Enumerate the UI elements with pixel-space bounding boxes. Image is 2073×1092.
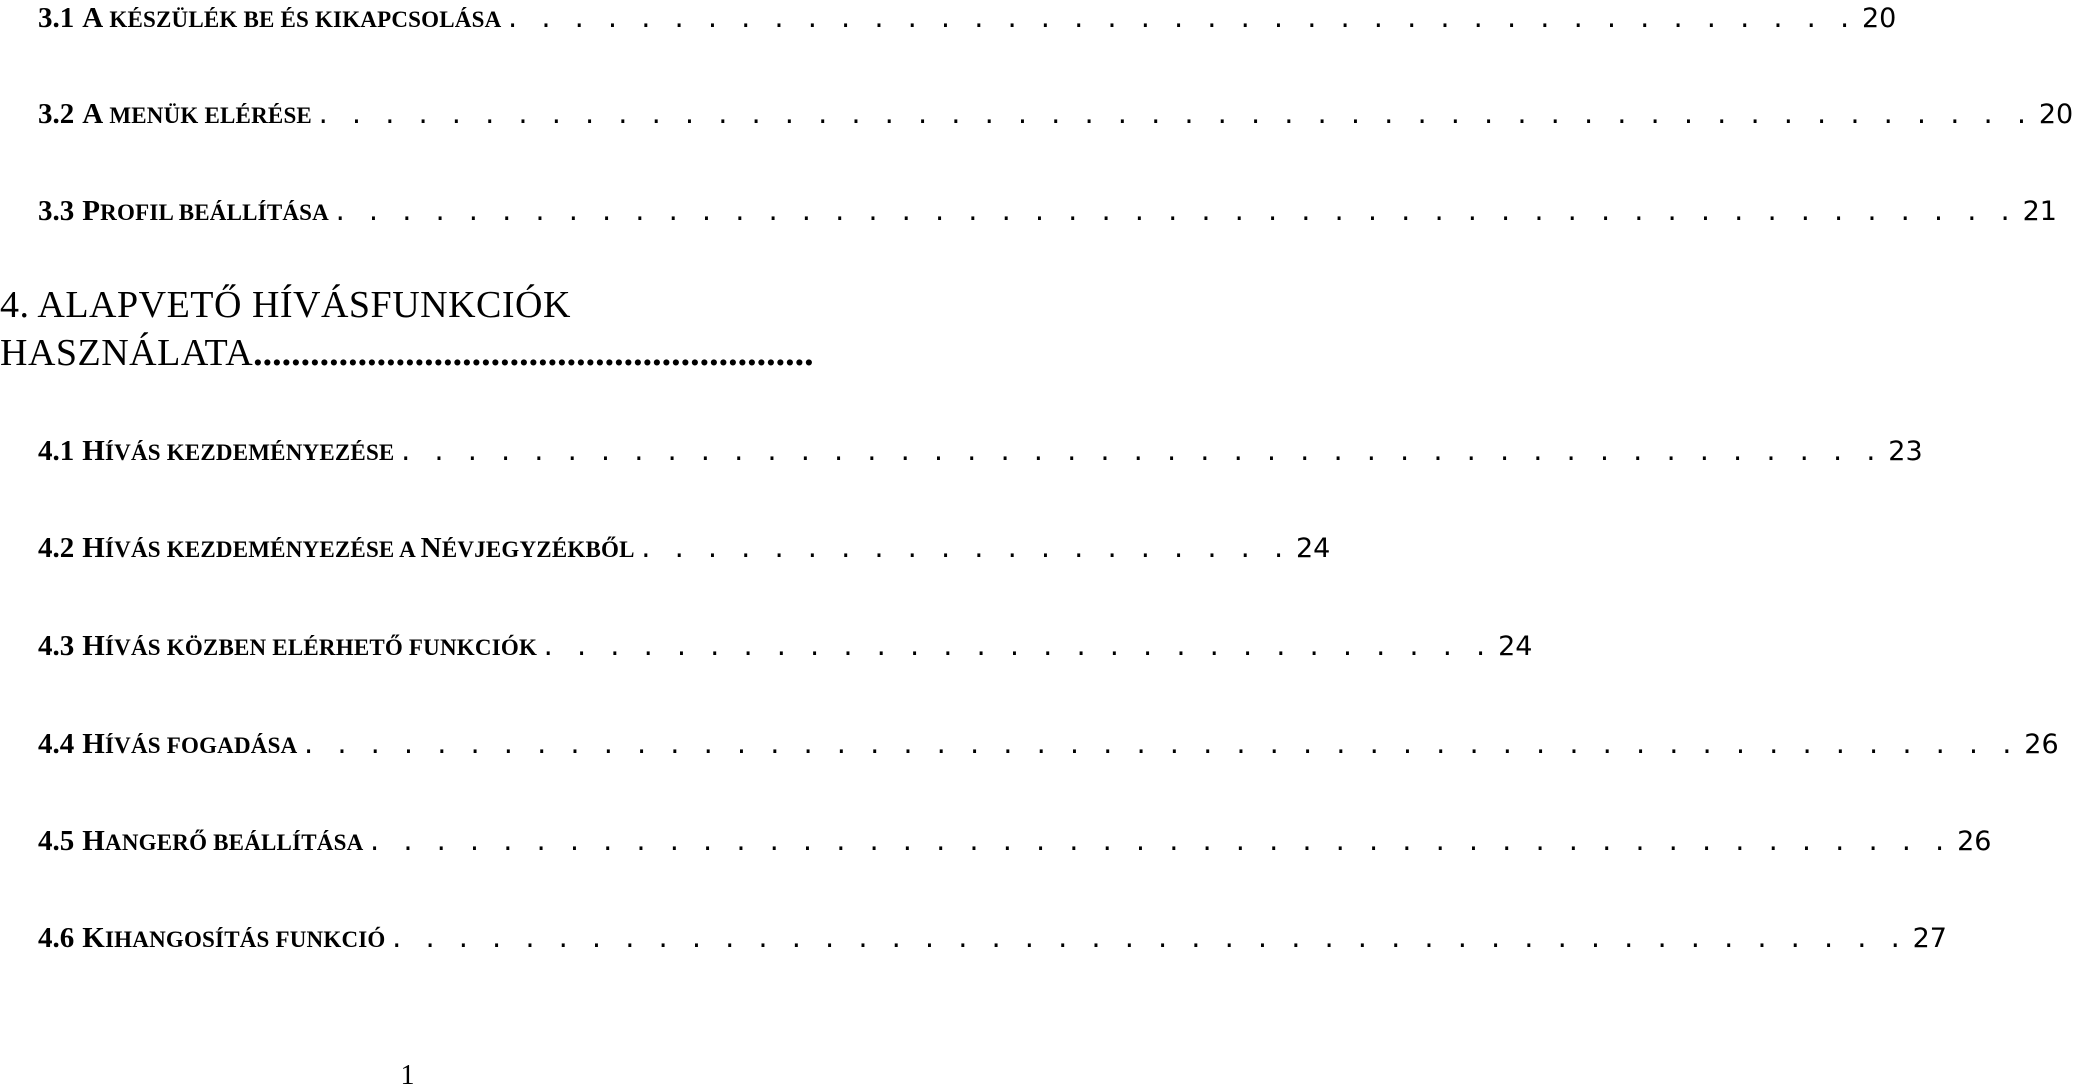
toc-dot-leader: . . . . . . . . . . . . . . . . . . . . . . . . . . . . . . . . . . . . . . . . . . . . . xyxy=(398,438,1881,466)
toc-entry-number: 4.6 xyxy=(38,922,75,954)
toc-page-number: 24 xyxy=(1295,533,1331,564)
toc-entry-4-2[interactable] xyxy=(38,532,1331,565)
toc-dot-leader: . . . . . . . . . . . . . . . . . . . . . . . . . . . . . . . . . . . . . . . . . . . . . . . . . . . . xyxy=(301,731,2017,759)
toc-chapter-title-line1: 4. ALAPVETŐ HÍVÁSFUNKCIÓK xyxy=(0,284,571,326)
toc-entry-number: 4.2 xyxy=(38,532,75,564)
toc-entry-3-2[interactable] xyxy=(38,98,2073,131)
toc-page-number: 26 xyxy=(2024,729,2059,760)
toc-dot-leader: ........................................................... xyxy=(253,332,814,374)
toc-entry-title: PROFIL BEÁLLÍTÁSA xyxy=(82,195,329,227)
toc-dot-leader: . . . . . . . . . . . . . . . . . . . . xyxy=(638,535,1288,563)
toc-dot-leader: . . . . . . . . . . . . . . . . . . . . . . . . . . . . . . . . . . . . . . . . . . . . . . . . . . . . xyxy=(315,101,2031,129)
toc-page-number: 21 xyxy=(2022,196,2057,227)
toc-entry-number: 4.3 xyxy=(38,630,75,662)
toc-entry-title: HÍVÁS KEZDEMÉNYEZÉSE A NÉVJEGYZÉKBŐL xyxy=(82,532,635,564)
toc-entry-4-1[interactable] xyxy=(38,435,1923,468)
toc-dot-leader: . . . . . . . . . . . . . . . . . . . . . . . . . . . . . . . . . . . . . . . . . xyxy=(505,5,1854,33)
toc-entry-number: 3.3 xyxy=(38,195,75,227)
toc-entry-4-3[interactable] xyxy=(38,630,1533,663)
toc-dot-leader: . . . . . . . . . . . . . . . . . . . . . . . . . . . . . . . . . . . . . . . . . . . . . . . . xyxy=(367,828,1950,856)
toc-chapter-4[interactable] xyxy=(0,283,960,375)
toc-page-number: 23 xyxy=(1888,436,1923,467)
toc-page-number: 27 xyxy=(1912,923,1947,954)
toc-entry-title: KIHANGOSÍTÁS FUNKCIÓ xyxy=(82,922,386,954)
toc-entry-number: 3.1 xyxy=(38,2,75,34)
toc-entry-4-5[interactable] xyxy=(38,825,1992,858)
toc-page-number: 20 xyxy=(2038,99,2073,130)
toc-entry-title: HANGERŐ BEÁLLÍTÁSA xyxy=(82,825,364,857)
page-number: 1 xyxy=(400,1060,415,1091)
toc-page-number: 26 xyxy=(1957,826,1992,857)
toc-dot-leader: . . . . . . . . . . . . . . . . . . . . . . . . . . . . . xyxy=(541,633,1491,661)
toc-entry-title: HÍVÁS KÖZBEN ELÉRHETŐ FUNKCIÓK xyxy=(82,630,538,662)
toc-entry-number: 3.2 xyxy=(38,98,75,130)
toc-entry-3-1[interactable] xyxy=(38,2,1897,35)
toc-chapter-title-line2: HASZNÁLATA ........................................................... xyxy=(0,332,814,374)
toc-entry-title: HÍVÁS FOGADÁSA xyxy=(82,728,298,760)
toc-dot-leader: . . . . . . . . . . . . . . . . . . . . . . . . . . . . . . . . . . . . . . . . . . . . . . xyxy=(389,925,1905,953)
toc-entry-number: 4.1 xyxy=(38,435,75,467)
toc-entry-number: 4.4 xyxy=(38,728,75,760)
toc-entry-4-4[interactable] xyxy=(38,728,2059,761)
toc-entry-3-3[interactable] xyxy=(38,195,2057,228)
toc-entry-title: A MENÜK ELÉRÉSE xyxy=(82,98,312,130)
toc-entry-title: A KÉSZÜLÉK BE ÉS KIKAPCSOLÁSA xyxy=(82,2,502,34)
toc-page-number: 20 xyxy=(1862,3,1897,34)
toc-dot-leader: . . . . . . . . . . . . . . . . . . . . . . . . . . . . . . . . . . . . . . . . . . . . . . . . . . . xyxy=(332,198,2015,226)
toc-entry-4-6[interactable] xyxy=(38,922,1947,955)
toc-page-number: 24 xyxy=(1498,631,1533,662)
toc-entry-title: HÍVÁS KEZDEMÉNYEZÉSE xyxy=(82,435,395,467)
toc-entry-number: 4.5 xyxy=(38,825,75,857)
